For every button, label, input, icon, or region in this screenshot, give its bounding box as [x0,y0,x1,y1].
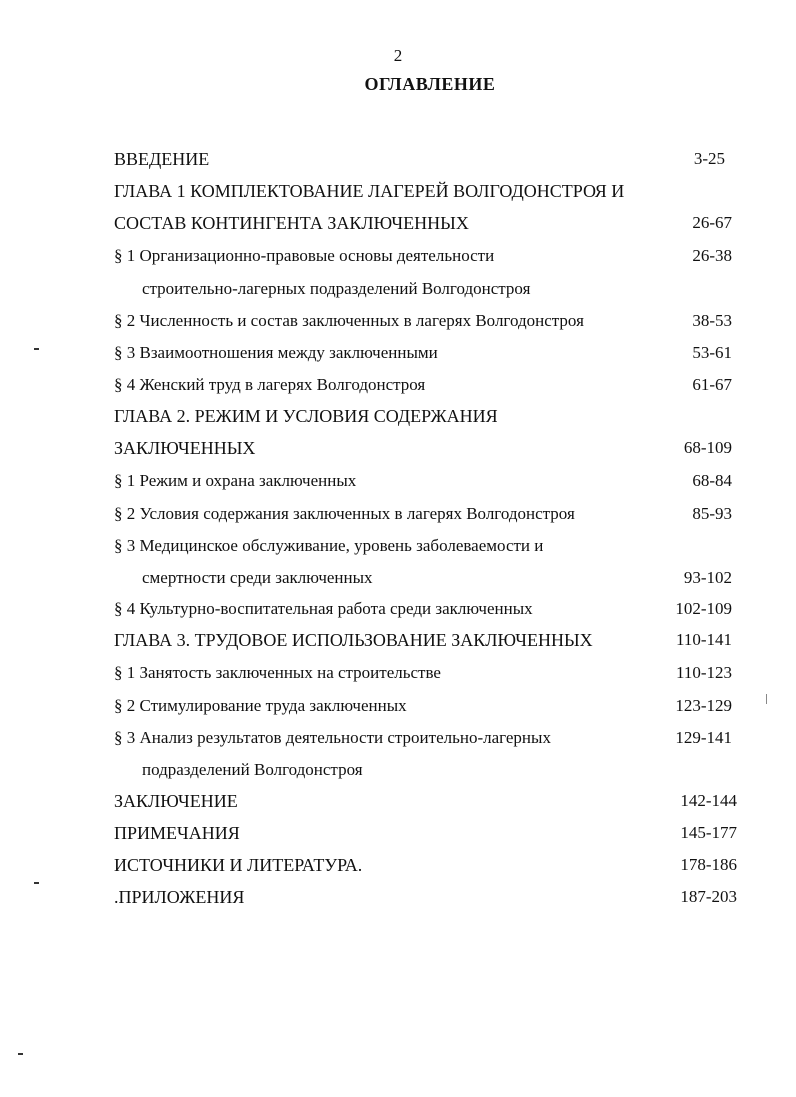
toc-pages-ch2-section-2: 85-93 [692,504,732,523]
toc-entry-ch1-section-2: § 2 Численность и состав заключенных в лагерях Волгодонстроя [114,311,584,330]
toc-pages-ch3-section-2: 123-129 [675,696,732,715]
toc-entry-sources: ИСТОЧНИКИ И ЛИТЕРАТУРА. [114,855,363,875]
toc-pages-chapter-2: 68-109 [683,438,732,457]
toc-entry-ch1-section-4: § 4 Женский труд в лагерях Волгодонстроя [114,375,426,394]
toc-pages-notes: 145-177 [680,823,737,842]
scan-mark [34,348,39,350]
toc-pages-ch2-section-1: 68-84 [692,471,732,490]
page-number: 2 [393,46,403,65]
toc-pages-introduction: 3-25 [693,149,725,168]
toc-pages-ch1-section-3: 53-61 [692,343,732,362]
toc-entry-introduction: ВВЕДЕНИЕ [114,149,210,169]
toc-entry-chapter-2-line-2: ЗАКЛЮЧЕННЫХ [114,438,256,458]
toc-pages-ch1-section-1: 26-38 [692,246,732,265]
toc-pages-ch1-section-2: 38-53 [692,311,732,330]
toc-entry-ch3-section-3: § 3 Анализ результатов деятельности строительно-лагерных [114,728,551,747]
toc-entry-notes: ПРИМЕЧАНИЯ [114,823,240,843]
toc-pages-ch2-section-3: 93-102 [683,568,732,587]
toc-pages-conclusion: 142-144 [680,791,737,810]
toc-entry-ch3-section-3-continued: подразделений Волгодонстроя [142,760,363,779]
toc-pages-ch3-section-3: 129-141 [675,728,732,747]
toc-pages-chapter-1: 26-67 [692,213,732,232]
toc-entry-chapter-1-line-2: СОСТАВ КОНТИНГЕНТА ЗАКЛЮЧЕННЫХ [114,213,469,233]
toc-entry-ch3-section-1: § 1 Занятость заключенных на строительстве [114,663,441,682]
toc-entry-ch2-section-3: § 3 Медицинское обслуживание, уровень заболеваемости и [114,536,544,555]
page-title: ОГЛАВЛЕНИЕ [364,74,496,94]
toc-pages-sources: 178-186 [680,855,737,874]
toc-entry-chapter-1-line-1: ГЛАВА 1 КОМПЛЕКТОВАНИЕ ЛАГЕРЕЙ ВОЛГОДОНСТРОЯ И [114,181,625,201]
toc-entry-chapter-2-line-1: ГЛАВА 2. РЕЖИМ И УСЛОВИЯ СОДЕРЖАНИЯ [114,406,498,426]
scan-mark [18,1053,23,1055]
toc-entry-appendices: .ПРИЛОЖЕНИЯ [114,887,245,907]
toc-entry-ch2-section-3-continued: смертности среди заключенных [142,568,373,587]
scan-mark [766,694,767,704]
toc-entry-ch2-section-1: § 1 Режим и охрана заключенных [114,471,357,490]
toc-pages-ch3-section-1: 110-123 [675,663,732,682]
toc-entry-ch1-section-1-continued: строительно-лагерных подразделений Волгодонстроя [142,279,531,298]
toc-entry-ch2-section-4: § 4 Культурно-воспитательная работа среди заключенных [114,599,533,618]
toc-pages-appendices: 187-203 [680,887,737,906]
toc-pages-chapter-3: 110-141 [675,630,732,649]
toc-pages-ch2-section-4: 102-109 [675,599,732,618]
toc-entry-ch1-section-3: § 3 Взаимоотношения между заключенными [114,343,438,362]
toc-entry-chapter-3: ГЛАВА 3. ТРУДОВОЕ ИСПОЛЬЗОВАНИЕ ЗАКЛЮЧЕННЫХ [114,630,593,650]
scan-mark [34,882,39,884]
toc-entry-ch3-section-2: § 2 Стимулирование труда заключенных [114,696,407,715]
toc-entry-ch2-section-2: § 2 Условия содержания заключенных в лагерях Волгодонстроя [114,504,575,523]
toc-entry-ch1-section-1: § 1 Организационно-правовые основы деятельности [114,246,495,265]
toc-entry-conclusion: ЗАКЛЮЧЕНИЕ [114,791,238,811]
toc-pages-ch1-section-4: 61-67 [692,375,732,394]
